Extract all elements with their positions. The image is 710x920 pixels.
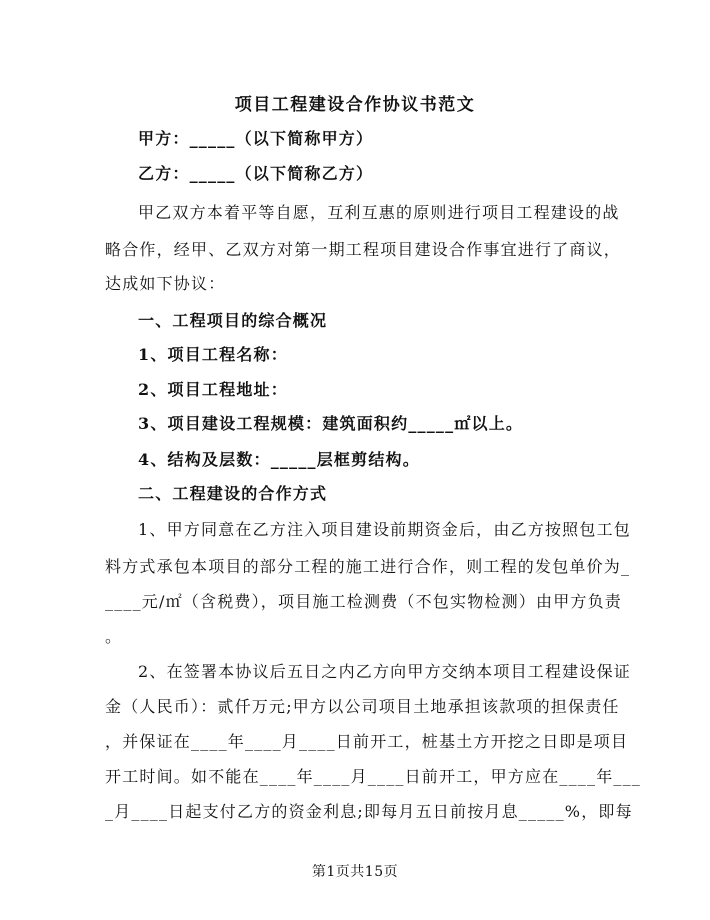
paragraph-line: 略合作，经甲、乙双方对第一期工程项目建设合作事宜进行了商议， xyxy=(105,240,622,259)
party-b-line: 乙方：_____（以下简称乙方） xyxy=(138,164,374,183)
section-heading-1: 一、工程项目的综合概况 xyxy=(138,311,328,330)
section-heading-2: 二、工程建设的合作方式 xyxy=(138,484,328,503)
paragraph-line: ____元/㎡（含税费），项目施工检测费（不包实物检测）由甲方负责 xyxy=(105,592,622,611)
paragraph-line: 甲乙双方本着平等自愿，互利互惠的原则进行项目工程建设的战 xyxy=(138,203,620,222)
list-item: 2、项目工程地址： xyxy=(138,380,288,399)
document-title: 项目工程建设合作协议书范文 xyxy=(234,95,476,115)
paragraph-line: 2、在签署本协议后五日之内乙方向甲方交纳本项目工程建设保证 xyxy=(138,662,631,681)
list-item: 1、项目工程名称： xyxy=(138,345,288,364)
paragraph-line: 料方式承包本项目的部分工程的施工进行合作，则工程的发包单价为_ xyxy=(105,557,631,576)
paragraph-line: ，并保证在____年____月____日前开工，桩基土方开挖之日即是项目 xyxy=(105,732,629,751)
paragraph-line: 。 xyxy=(105,627,123,646)
paragraph-line: _月____日起支付乙方的资金利息;即每月五日前按月息_____%，即每 xyxy=(105,802,633,821)
paragraph-line: 开工时间。如不能在____年____月____日前开工，甲方应在____年___ xyxy=(105,767,642,786)
list-item: 4、结构及层数：_____层框剪结构。 xyxy=(138,450,420,469)
page-footer: 第1页共15页 xyxy=(311,864,399,880)
paragraph-line: 1、甲方同意在乙方注入项目建设前期资金后，由乙方按照包工包 xyxy=(138,520,631,539)
paragraph-line: 金（人民币）：贰仟万元;甲方以公司项目土地承担该款项的担保责任 xyxy=(105,697,620,716)
party-a-line: 甲方：_____（以下简称甲方） xyxy=(138,129,374,148)
paragraph-line: 达成如下协议： xyxy=(105,274,226,293)
list-item: 3、项目建设工程规模：建筑面积约_____㎡以上。 xyxy=(138,414,524,433)
